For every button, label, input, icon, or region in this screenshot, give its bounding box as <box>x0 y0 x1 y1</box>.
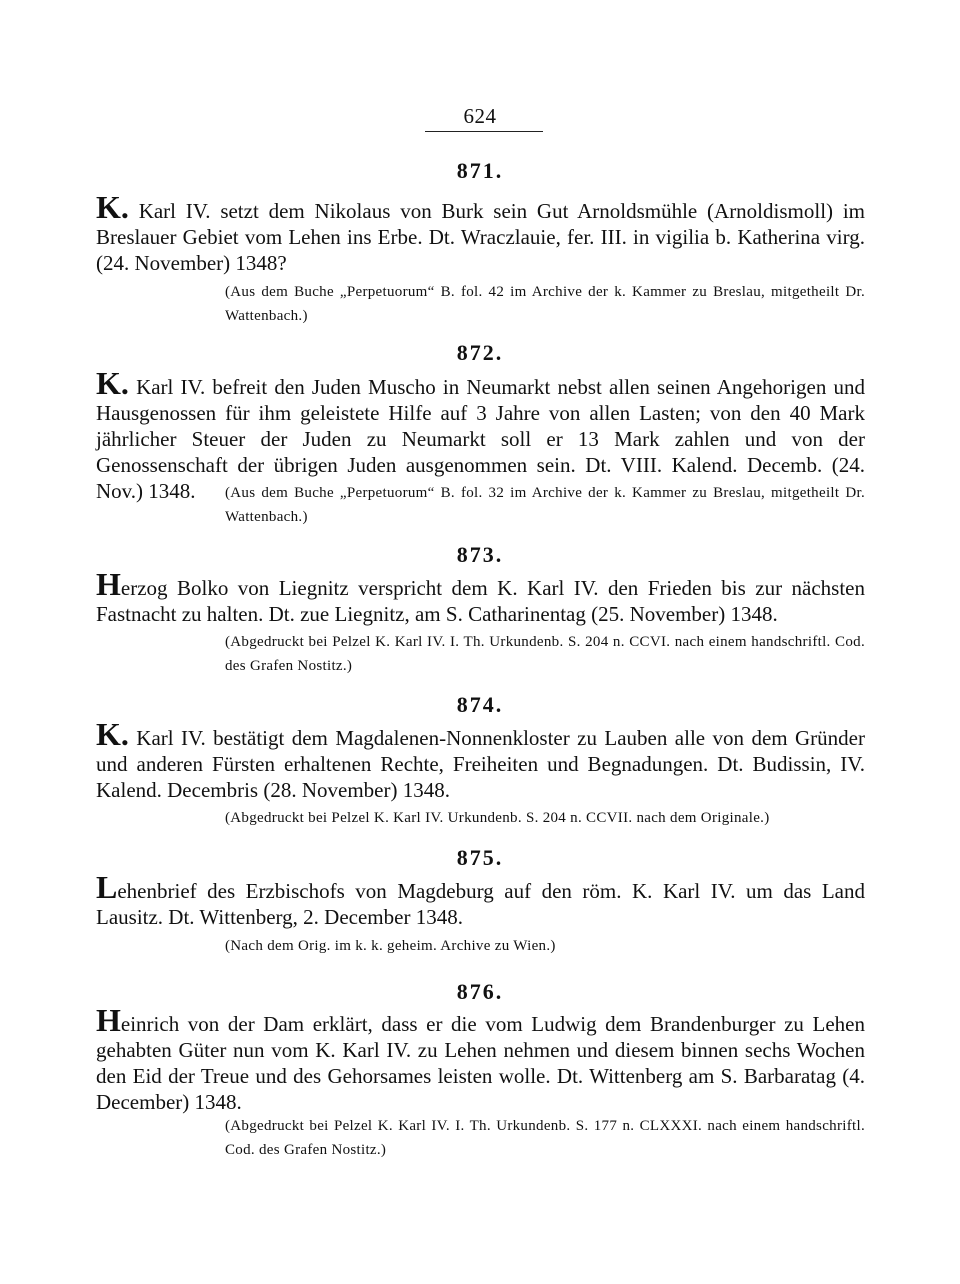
source-note: (Aus dem Buche „Perpetuorum“ B. fol. 32 im Archive der k. Kammer zu Breslau, mitgetheilt Dr. Wattenbach.) <box>225 485 865 525</box>
entry-body: Karl IV. setzt dem Nikolaus von Burk sein Gut Arnoldsmühle (Arnoldismoll) im Breslauer Gebiet vom Lehen ins Erbe. Dt. Wraczlauie, fer. III. in vigilia b. Katherina virg. (24. November) 1348? <box>96 199 865 275</box>
entry-text <box>96 566 865 627</box>
entry-body: Karl IV. bestätigt dem Magdalenen-Nonnenkloster zu Lauben alle von dem Gründer und anderen Fürsten erhaltenen Rechte, Freiheiten und Begnadungen. Dt. Budissin, IV. Kalend. Decembris (28. November) 1348. <box>96 726 865 802</box>
entry-number: 873. <box>456 542 504 567</box>
initial-letter: H <box>96 566 121 602</box>
entry-body: ehenbrief des Erzbischofs von Magdeburg auf den röm. K. Karl IV. um das Land Lausitz. Dt. Wittenberg, 2. December 1348. <box>96 879 865 929</box>
entry-number: 875. <box>456 845 504 870</box>
source-note: (Abgedruckt bei Pelzel K. Karl IV. Urkundenb. S. 204 n. CCVII. nach dem Originale.) <box>225 810 770 826</box>
entry-number: 872. <box>456 340 504 365</box>
initial-letter: K. <box>96 365 129 401</box>
source-note: (Aus dem Buche „Perpetuorum“ B. fol. 42 im Archive der k. Kammer zu Breslau, mitgetheilt Dr. Wattenbach.) <box>225 284 865 324</box>
page-number: 624 <box>463 104 497 128</box>
initial-letter: K. <box>96 716 129 752</box>
entry-body: Karl IV. befreit den Juden Muscho in Neumarkt nebst allen seinen Angehorigen und Hausgenossen für ihm geleistete Hilfe auf 3 Jahre von allen Lasten; von den 40 Mark jährlicher Steuer der Juden zu Neumarkt soll er 13 Mark zahlen und von der Genossenschaft der übrigen Juden ausgenommen sein. Dt. VIII. Kalend. Decemb. (24. Nov.) 1348. <box>96 375 865 503</box>
initial-letter: K. <box>96 189 129 225</box>
entry-text <box>96 1002 865 1115</box>
initial-letter: H <box>96 1002 121 1038</box>
initial-letter: L <box>96 869 118 905</box>
source-note: (Nach dem Orig. im k. k. geheim. Archive zu Wien.) <box>225 938 556 954</box>
entry-body: einrich von der Dam erklärt, dass er die vom Ludwig dem Brandenburger zu Lehen gehabten Güter nun vom K. Karl IV. zu Lehen nehmen und diesem binnen sechs Wochen den Eid der Treue und des Gehorsames leisten wolle. Dt. Wittenberg am S. Barbaratag (4. December) 1348. <box>96 1012 865 1114</box>
entry-number: 876. <box>456 979 504 1004</box>
entry-text <box>96 716 865 803</box>
entry-body: erzog Bolko von Liegnitz verspricht dem K. Karl IV. den Frieden bis zur nächsten Fastnacht zu halten. Dt. zue Liegnitz, am S. Catharinentag (25. November) 1348. <box>96 576 865 626</box>
source-note: (Abgedruckt bei Pelzel K. Karl IV. I. Th. Urkundenb. S. 204 n. CCVI. nach einem handschriftl. Cod. des Grafen Nostitz.) <box>225 634 865 674</box>
header-rule <box>425 131 543 132</box>
entry-text <box>96 189 865 276</box>
entry-number: 874. <box>456 692 504 717</box>
entry-number: 871. <box>456 158 504 183</box>
source-note: (Abgedruckt bei Pelzel K. Karl IV. I. Th. Urkundenb. S. 177 n. CLXXXI. nach einem handschriftl. Cod. des Grafen Nostitz.) <box>225 1118 865 1158</box>
entry-text <box>96 869 865 930</box>
